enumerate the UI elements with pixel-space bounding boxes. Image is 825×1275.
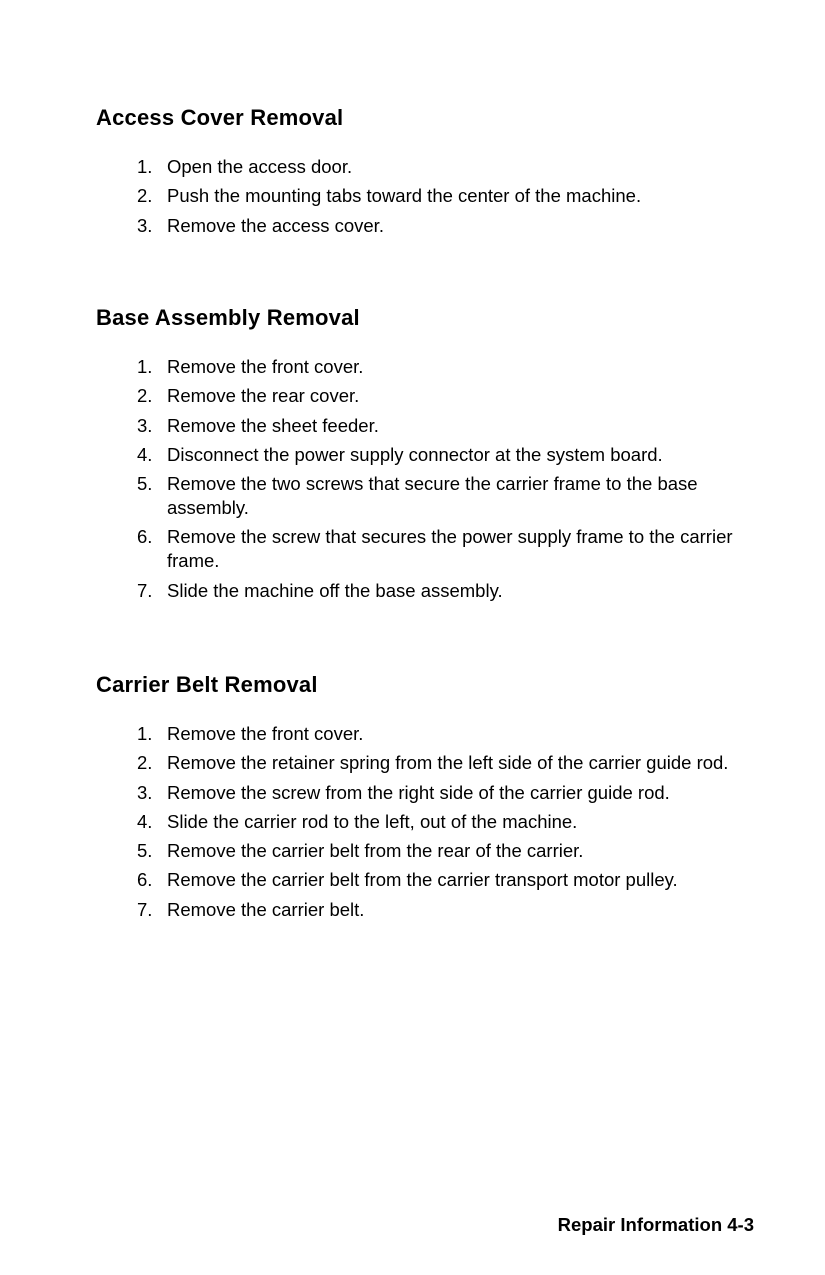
step-text: Disconnect the power supply connector at the system board.: [167, 443, 663, 465]
step-text: Remove the rear cover.: [167, 385, 360, 407]
list-item: [96, 525, 776, 573]
step-text: Remove the front cover.: [167, 723, 364, 744]
list-item: [96, 384, 776, 408]
step-number: 6.: [137, 526, 153, 548]
list-item: [96, 579, 776, 603]
list-item: [96, 355, 776, 379]
section-title: Carrier Belt Removal: [96, 672, 318, 697]
list-item: [96, 898, 776, 922]
list-item: [96, 781, 776, 805]
section-base-assembly-removal: [96, 305, 776, 608]
list-item: [96, 722, 776, 746]
step-number: 1.: [137, 156, 153, 177]
step-text: Remove the carrier belt from the rear of the carrier.: [167, 840, 584, 862]
list-item: [96, 839, 776, 863]
step-number: 7.: [137, 898, 153, 920]
step-text: Remove the screw from the right side of the carrier guide rod.: [167, 781, 670, 803]
step-text: Remove the carrier belt.: [167, 898, 365, 920]
page-footer: Repair Information 4-3: [557, 1214, 754, 1235]
list-item: [96, 472, 776, 520]
list-item: [96, 414, 776, 438]
step-number: 5.: [137, 473, 153, 495]
step-text: Remove the access cover.: [167, 214, 384, 236]
list-item: [96, 443, 776, 467]
list-item: [96, 214, 776, 238]
step-list: [96, 155, 776, 238]
step-number: 3.: [137, 414, 153, 436]
section-access-cover-removal: [96, 105, 776, 243]
step-text: Remove the retainer spring from the left side of the carrier guide rod.: [167, 752, 729, 774]
step-list: [96, 355, 776, 603]
list-item: [96, 155, 776, 179]
step-number: 2.: [137, 185, 153, 207]
step-number: 3.: [137, 214, 153, 236]
step-text: Remove the carrier belt from the carrier transport motor pulley.: [167, 869, 678, 891]
step-number: 7.: [137, 579, 153, 601]
step-number: 4.: [137, 810, 153, 832]
step-text: Slide the carrier rod to the left, out of the machine.: [167, 810, 578, 832]
step-text: Remove the screw that secures the power supply frame to the carrier frame.: [167, 526, 733, 572]
section-carrier-belt-removal: [96, 672, 776, 927]
step-number: 5.: [137, 840, 153, 862]
list-item: [96, 751, 776, 775]
step-number: 6.: [137, 869, 153, 891]
section-title: Access Cover Removal: [96, 105, 344, 130]
list-item: [96, 184, 776, 208]
step-number: 4.: [137, 443, 153, 465]
step-number: 1.: [137, 356, 153, 377]
step-text: Remove the sheet feeder.: [167, 414, 379, 436]
list-item: [96, 868, 776, 892]
step-number: 2.: [137, 752, 153, 774]
step-text: Push the mounting tabs toward the center of the machine.: [167, 185, 642, 207]
step-text: Remove the front cover.: [167, 356, 364, 377]
step-text: Remove the two screws that secure the carrier frame to the base assembly.: [167, 473, 698, 519]
list-item: [96, 810, 776, 834]
section-title: Base Assembly Removal: [96, 305, 360, 330]
step-text: Slide the machine off the base assembly.: [167, 579, 503, 601]
step-number: 1.: [137, 723, 153, 744]
step-number: 2.: [137, 385, 153, 407]
step-number: 3.: [137, 781, 153, 803]
step-text: Open the access door.: [167, 156, 353, 177]
step-list: [96, 722, 776, 922]
